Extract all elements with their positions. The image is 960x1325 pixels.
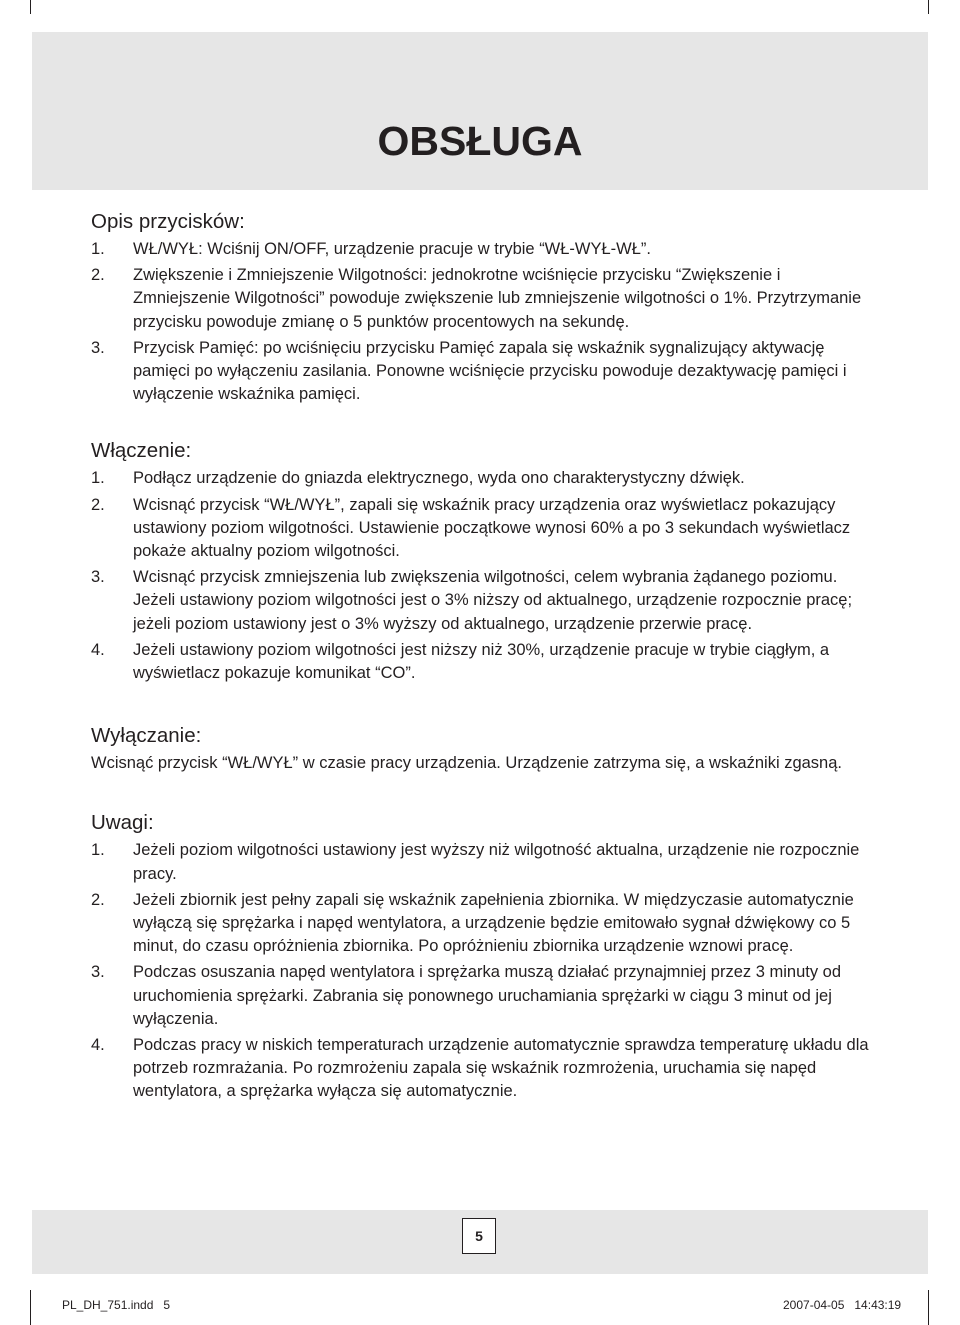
section-heading-switch-off: Wyłączanie:	[91, 724, 202, 748]
item-number: 3.	[91, 568, 105, 587]
item-text: WŁ/WYŁ: Wciśnij ON/OFF, urządzenie pracuje w trybie “WŁ-WYŁ-WŁ”.	[133, 240, 652, 258]
item-number: 1.	[91, 469, 105, 488]
item-number: 4.	[91, 640, 105, 659]
section-heading-notes: Uwagi:	[91, 811, 154, 835]
list-item	[91, 494, 881, 564]
list-item	[91, 839, 881, 885]
list-item	[91, 337, 881, 407]
list-item	[91, 889, 881, 959]
item-number: 2.	[91, 890, 105, 909]
section-heading-buttons: Opis przycisków:	[91, 210, 245, 233]
item-text: Jeżeli poziom wilgotności ustawiony jest wyższy niż wilgotność aktualna, urządzenie nie rozpocznie pracy.	[133, 841, 860, 883]
item-number: 2.	[91, 495, 105, 514]
buttons-list	[91, 238, 881, 406]
slug-datetime: 2007-04-05 14:43:19	[783, 1298, 902, 1312]
content	[91, 208, 881, 1107]
item-number: 4.	[91, 1036, 105, 1055]
item-text: Jeżeli ustawiony poziom wilgotności jest niższy niż 30%, urządzenie pracuje w trybie ciągłym, a wyświetlacz pokazuje komunikat “CO”.	[133, 640, 830, 683]
item-text: Zwiększenie i Zmniejszenie Wilgotności: jednokrotne wciśnięcie przycisku “Zwiększenie i Zmniejszenie Wilgotności” powoduje zwiększenie lub zmniejszenie wilgotności o 1%. Przytrzymanie przycisku powoduje zmianę o 5 punktów procentowych na sekundę.	[133, 266, 862, 331]
list-item	[91, 467, 881, 490]
slug-filename: PL_DH_751.indd 5	[62, 1298, 171, 1312]
list-item	[91, 264, 881, 334]
item-number: 2.	[91, 266, 105, 285]
switch-on-list	[91, 467, 881, 685]
item-number: 1.	[91, 240, 105, 258]
page-number: 5	[462, 1218, 496, 1254]
notes-list	[91, 839, 881, 1103]
item-text: Wcisnąć przycisk zmniejszenia lub zwiększenia wilgotności, celem wybrania żądanego poziomu. Jeżeli ustawiony poziom wilgotności jest o 3% niższy od aktualnego, urządzenie rozpocznie pracę; jeżeli poziom ustawiony jest o 3% wyższy od aktualnego, urządzenie przerwie pracę.	[133, 568, 853, 633]
item-text: Jeżeli zbiornik jest pełny zapali się wskaźnik zapełnienia zbiornika. W międzyczasie automatycznie wyłączą się sprężarka i napęd wentylatora, a urządzenie będzie emitowało sygnał dźwiękowy co 5 minut, do czasu opróżnienia zbiornika. Po opróżnieniu zbiornika urządzenie wznowi pracę.	[133, 890, 854, 956]
switch-off-text: Wcisnąć przycisk “WŁ/WYŁ” w czasie pracy urządzenia. Urządzenie zatrzyma się, a wskaźniki zgasną.	[91, 754, 842, 773]
page-title: OBSŁUGA	[377, 118, 583, 164]
list-item	[91, 639, 881, 685]
item-text: Wcisnąć przycisk “WŁ/WYŁ”, zapali się wskaźnik pracy urządzenia oraz wyświetlacz pokazujący ustawiony poziom wilgotności. Ustawienie początkowe wynosi 60% a po 3 sekundach wyświetlacz pokaże aktualny poziom wilgotności.	[133, 495, 851, 561]
item-number: 3.	[91, 963, 105, 982]
item-number: 3.	[91, 338, 105, 357]
list-item	[91, 566, 881, 636]
crop-mark-top-left	[30, 0, 31, 14]
item-text: Podłącz urządzenie do gniazda elektrycznego, wyda ono charakterystyczny dźwięk.	[133, 469, 745, 488]
crop-mark-bottom-right	[928, 1290, 929, 1325]
crop-mark-top-right	[928, 0, 929, 14]
list-item	[91, 961, 881, 1031]
list-item	[91, 238, 881, 261]
crop-mark-bottom-left	[30, 1290, 31, 1325]
item-text: Podczas osuszania napęd wentylatora i sprężarka muszą działać przynajmniej przez 3 minuty od uruchomienia sprężarki. Zabrania się ponownego uruchamiania sprężarki w ciągu 3 minut od jej wyłączenia.	[133, 963, 842, 1028]
item-number: 1.	[91, 841, 105, 860]
item-text: Przycisk Pamięć: po wciśnięciu przycisku Pamięć zapala się wskaźnik sygnalizujący aktywację pamięci po wyłączeniu zasilania. Ponowne wciśnięcie przycisku powoduje dezaktywację pamięci i wyłączenie wskaźnika pamięci.	[133, 338, 847, 404]
section-heading-switch-on: Włączenie:	[91, 439, 192, 463]
list-item	[91, 1034, 881, 1104]
item-text: Podczas pracy w niskich temperaturach urządzenie automatycznie sprawdza temperaturę układu dla potrzeb rozmrażania. Po rozmrożeniu zapala się wskaźnik rozmrożenia, uruchamia się napęd wentylatora, a sprężarka wyłącza się automatycznie.	[133, 1036, 869, 1101]
